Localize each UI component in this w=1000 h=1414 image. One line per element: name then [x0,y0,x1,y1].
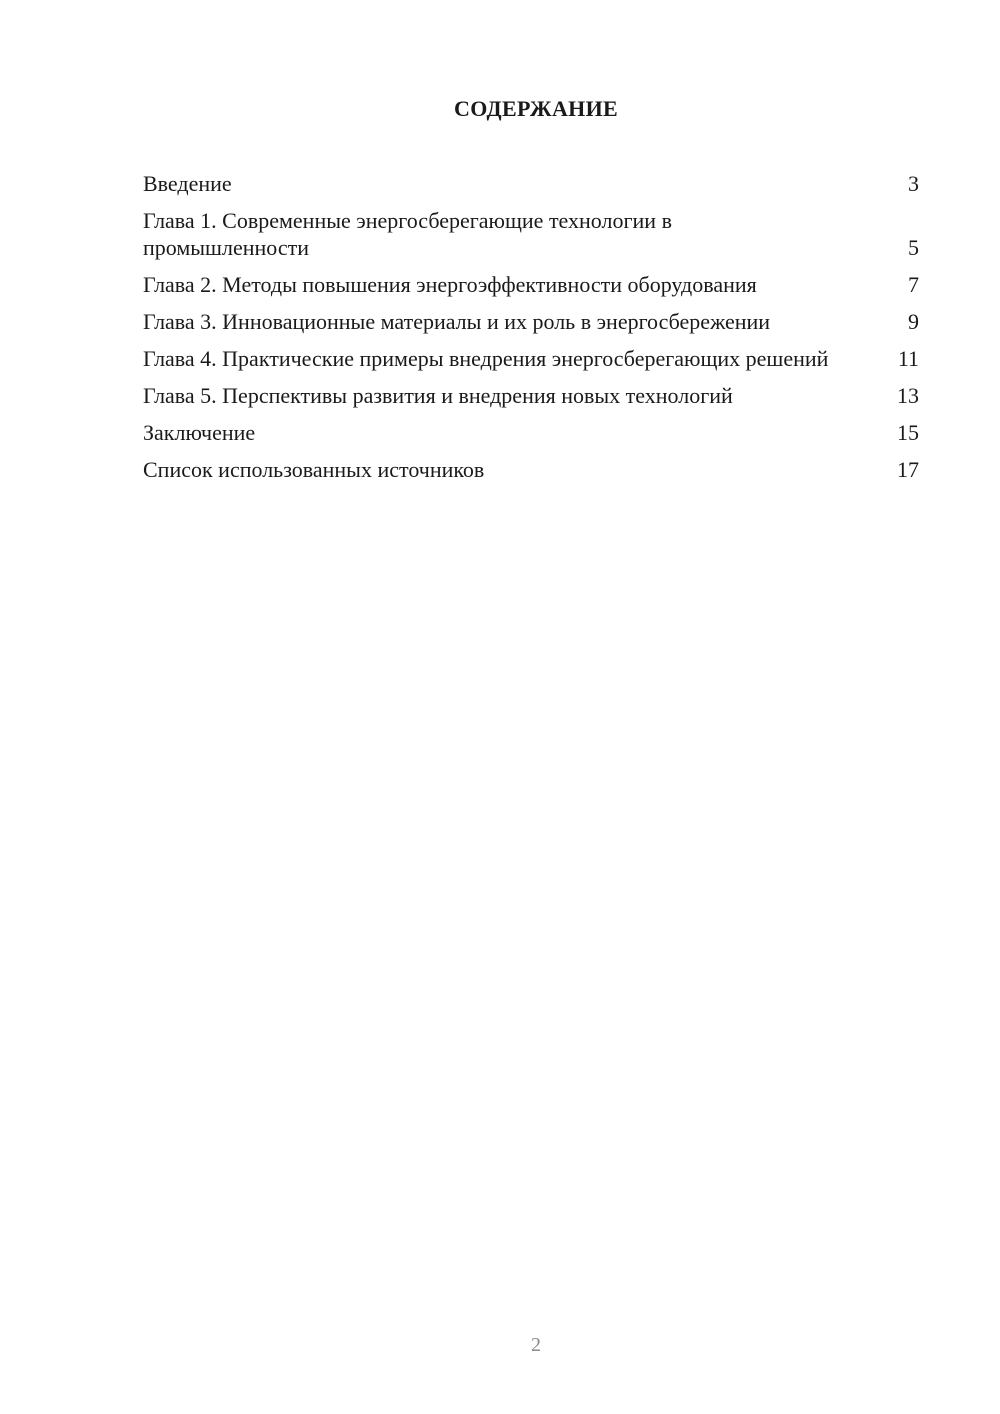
toc-entry-references [143,456,919,483]
toc-entry-introduction [143,170,919,197]
table-of-contents [143,170,919,493]
toc-entry-text: Глава 5. Перспективы развития и внедрения новых технологий [143,383,733,408]
toc-entry-page: 7 [908,272,919,297]
toc-entry-page: 5 [908,235,919,260]
toc-entry-page: 3 [908,171,919,196]
toc-title: СОДЕРЖАНИЕ [454,96,618,121]
toc-entry-page: 13 [897,383,919,408]
toc-entry-chapter-1 [143,207,919,261]
toc-entry-page: 17 [897,457,919,482]
toc-entry-text: Глава 1. Современные энергосберегающие технологии в промышленности [143,208,672,260]
toc-entry-text: Глава 3. Инновационные материалы и их роль в энергосбережении [143,309,771,334]
toc-entry-chapter-2 [143,271,919,298]
toc-entry-text: Список использованных источников [143,457,485,482]
toc-entry-page: 11 [897,346,919,371]
toc-entry-chapter-5 [143,382,919,409]
page-number: 2 [531,1334,541,1356]
toc-entry-text: Введение [143,171,232,196]
toc-entry-text: Глава 2. Методы повышения энергоэффективности оборудования [143,272,757,297]
toc-entry-text: Заключение [143,420,256,445]
toc-entry-text: Глава 4. Практические примеры внедрения энергосберегающих решений [143,346,829,371]
toc-entry-chapter-3 [143,308,919,335]
toc-entry-page: 15 [897,420,919,445]
toc-entry-page: 9 [908,309,919,334]
toc-entry-chapter-4 [143,345,919,372]
toc-entry-conclusion [143,419,919,446]
